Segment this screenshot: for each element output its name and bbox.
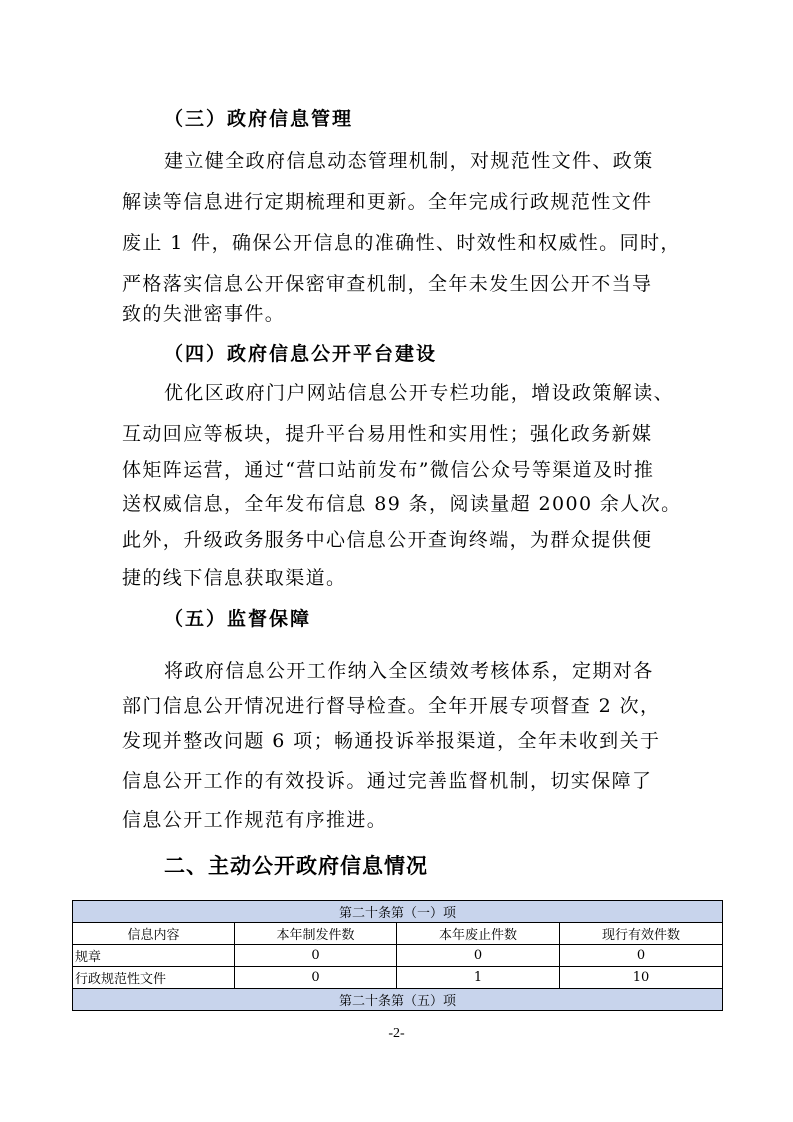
table-cell: 0 xyxy=(560,945,723,967)
table-band-title: 第二十条第（五）项 xyxy=(73,989,723,1011)
table-band-row xyxy=(73,901,723,923)
paragraph-line: 解读等信息进行定期梳理和更新。全年完成行政规范性文件 xyxy=(122,191,653,213)
paragraph-line: 体矩阵运营，通过“营口站前发布”微信公众号等渠道及时推 xyxy=(122,459,655,481)
table-row xyxy=(73,945,723,967)
paragraph-line: 信息公开工作规范有序推进。 xyxy=(122,809,388,831)
paragraph-line: 建立健全政府信息动态管理机制，对规范性文件、政策 xyxy=(164,150,654,172)
table-cell: 1 xyxy=(397,967,560,989)
table-cell: 规章 xyxy=(73,945,235,967)
table-header-cell: 本年废止件数 xyxy=(397,923,560,945)
table-row xyxy=(73,967,723,989)
page-number: -2- xyxy=(388,1026,405,1041)
paragraph-line: 互动回应等板块，提升平台易用性和实用性；强化政务新媒 xyxy=(122,423,653,445)
table-cell: 0 xyxy=(235,945,397,967)
table-cell: 0 xyxy=(397,945,560,967)
paragraph-line: 致的失泄密事件。 xyxy=(122,303,286,325)
section-heading: 二、主动公开政府信息情况 xyxy=(164,854,428,878)
disclosure-table xyxy=(72,900,723,1011)
paragraph-line: 废止 1 件，确保公开信息的准确性、时效性和权威性。同时， xyxy=(122,232,681,254)
table-cell: 0 xyxy=(235,967,397,989)
paragraph-line: 严格落实信息公开保密审查机制，全年未发生因公开不当导 xyxy=(122,273,653,295)
table-band-row xyxy=(73,989,723,1011)
paragraph-line: 此外，升级政务服务中心信息公开查询终端，为群众提供便 xyxy=(122,529,653,551)
table-header-cell: 信息内容 xyxy=(73,923,235,945)
heading-s4: （四）政府信息公开平台建设 xyxy=(164,343,438,365)
paragraph-line: 将政府信息公开工作纳入全区绩效考核体系，定期对各 xyxy=(164,660,654,682)
table-header-cell: 本年制发件数 xyxy=(235,923,397,945)
table-cell: 10 xyxy=(560,967,723,989)
paragraph-line: 信息公开工作的有效投诉。通过完善监督机制，切实保障了 xyxy=(122,770,653,792)
table-header-row xyxy=(73,923,723,945)
paragraph-line: 捷的线下信息获取渠道。 xyxy=(122,567,347,589)
paragraph-line: 发现并整改问题 6 项；畅通投诉举报渠道，全年未收到关于 xyxy=(122,730,661,752)
paragraph-line: 部门信息公开情况进行督导检查。全年开展专项督查 2 次， xyxy=(122,695,661,717)
table-header-cell: 现行有效件数 xyxy=(560,923,723,945)
heading-s5: （五）监督保障 xyxy=(164,608,312,630)
paragraph-line: 送权威信息，全年发布信息 89 条，阅读量超 2000 余人次。 xyxy=(122,493,682,515)
heading-s3: （三）政府信息管理 xyxy=(164,108,354,130)
table-cell: 行政规范性文件 xyxy=(73,967,235,989)
paragraph-line: 优化区政府门户网站信息公开专栏功能，增设政策解读、 xyxy=(164,382,675,404)
table-band-title: 第二十条第（一）项 xyxy=(73,901,723,923)
